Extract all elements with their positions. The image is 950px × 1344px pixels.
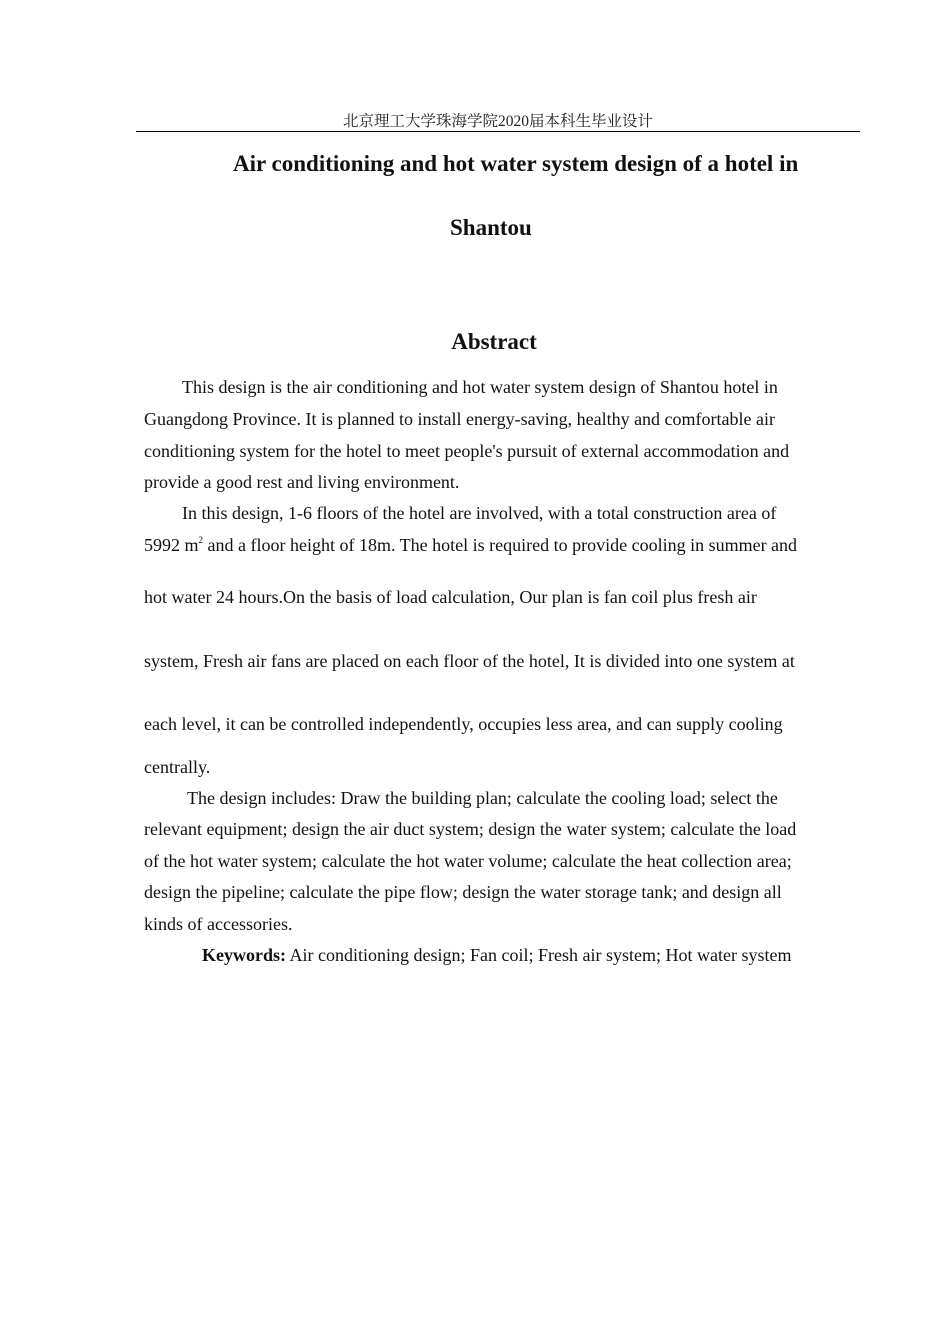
abstract-p3-line-3: of the hot water system; calculate the hot water volume; calculate the heat collection area; xyxy=(144,851,792,871)
header-rule xyxy=(136,131,860,132)
abstract-p1-line-4: provide a good rest and living environment. xyxy=(144,472,460,492)
abstract-p2-line-1: In this design, 1-6 floors of the hotel are involved, with a total construction area of xyxy=(182,503,777,523)
abstract-p2-line-6: centrally. xyxy=(144,757,211,777)
area-value: 5992 m xyxy=(144,535,199,555)
abstract-p2-line-2 xyxy=(144,534,797,556)
abstract-p2-line-2-rest: and a floor height of 18m. The hotel is required to provide cooling in summer and xyxy=(203,535,798,555)
area-unit-superscript: 2 xyxy=(198,535,204,545)
abstract-p1-line-3: conditioning system for the hotel to meet people's pursuit of external accommodation and xyxy=(144,441,790,461)
keywords-line xyxy=(202,944,791,966)
abstract-heading: Abstract xyxy=(451,329,537,354)
abstract-p3-line-2: relevant equipment; design the air duct system; design the water system; calculate the load xyxy=(144,819,797,839)
keywords-text: Air conditioning design; Fan coil; Fresh air system; Hot water system xyxy=(286,945,792,965)
keywords-label: Keywords: xyxy=(202,945,286,965)
title-line-2: Shantou xyxy=(450,215,532,240)
abstract-p3-line-5: kinds of accessories. xyxy=(144,914,293,934)
abstract-p3-line-4: design the pipeline; calculate the pipe flow; design the water storage tank; and design all xyxy=(144,882,782,902)
title-line-1: Air conditioning and hot water system design of a hotel in xyxy=(233,151,799,176)
abstract-p1-line-1: This design is the air conditioning and hot water system design of Shantou hotel in xyxy=(182,377,778,397)
abstract-p2-line-3: hot water 24 hours.On the basis of load calculation, Our plan is fan coil plus fresh air xyxy=(144,587,757,607)
abstract-p1-line-2: Guangdong Province. It is planned to install energy-saving, healthy and comfortable air xyxy=(144,409,776,429)
running-header: 北京理工大学珠海学院2020届本科生毕业设计 xyxy=(342,113,653,130)
abstract-p3-line-1: The design includes: Draw the building plan; calculate the cooling load; select the xyxy=(187,788,778,808)
abstract-p2-line-5: each level, it can be controlled independently, occupies less area, and can supply cooling xyxy=(144,714,783,734)
abstract-p2-line-4: system, Fresh air fans are placed on each floor of the hotel, It is divided into one system at xyxy=(144,651,795,671)
